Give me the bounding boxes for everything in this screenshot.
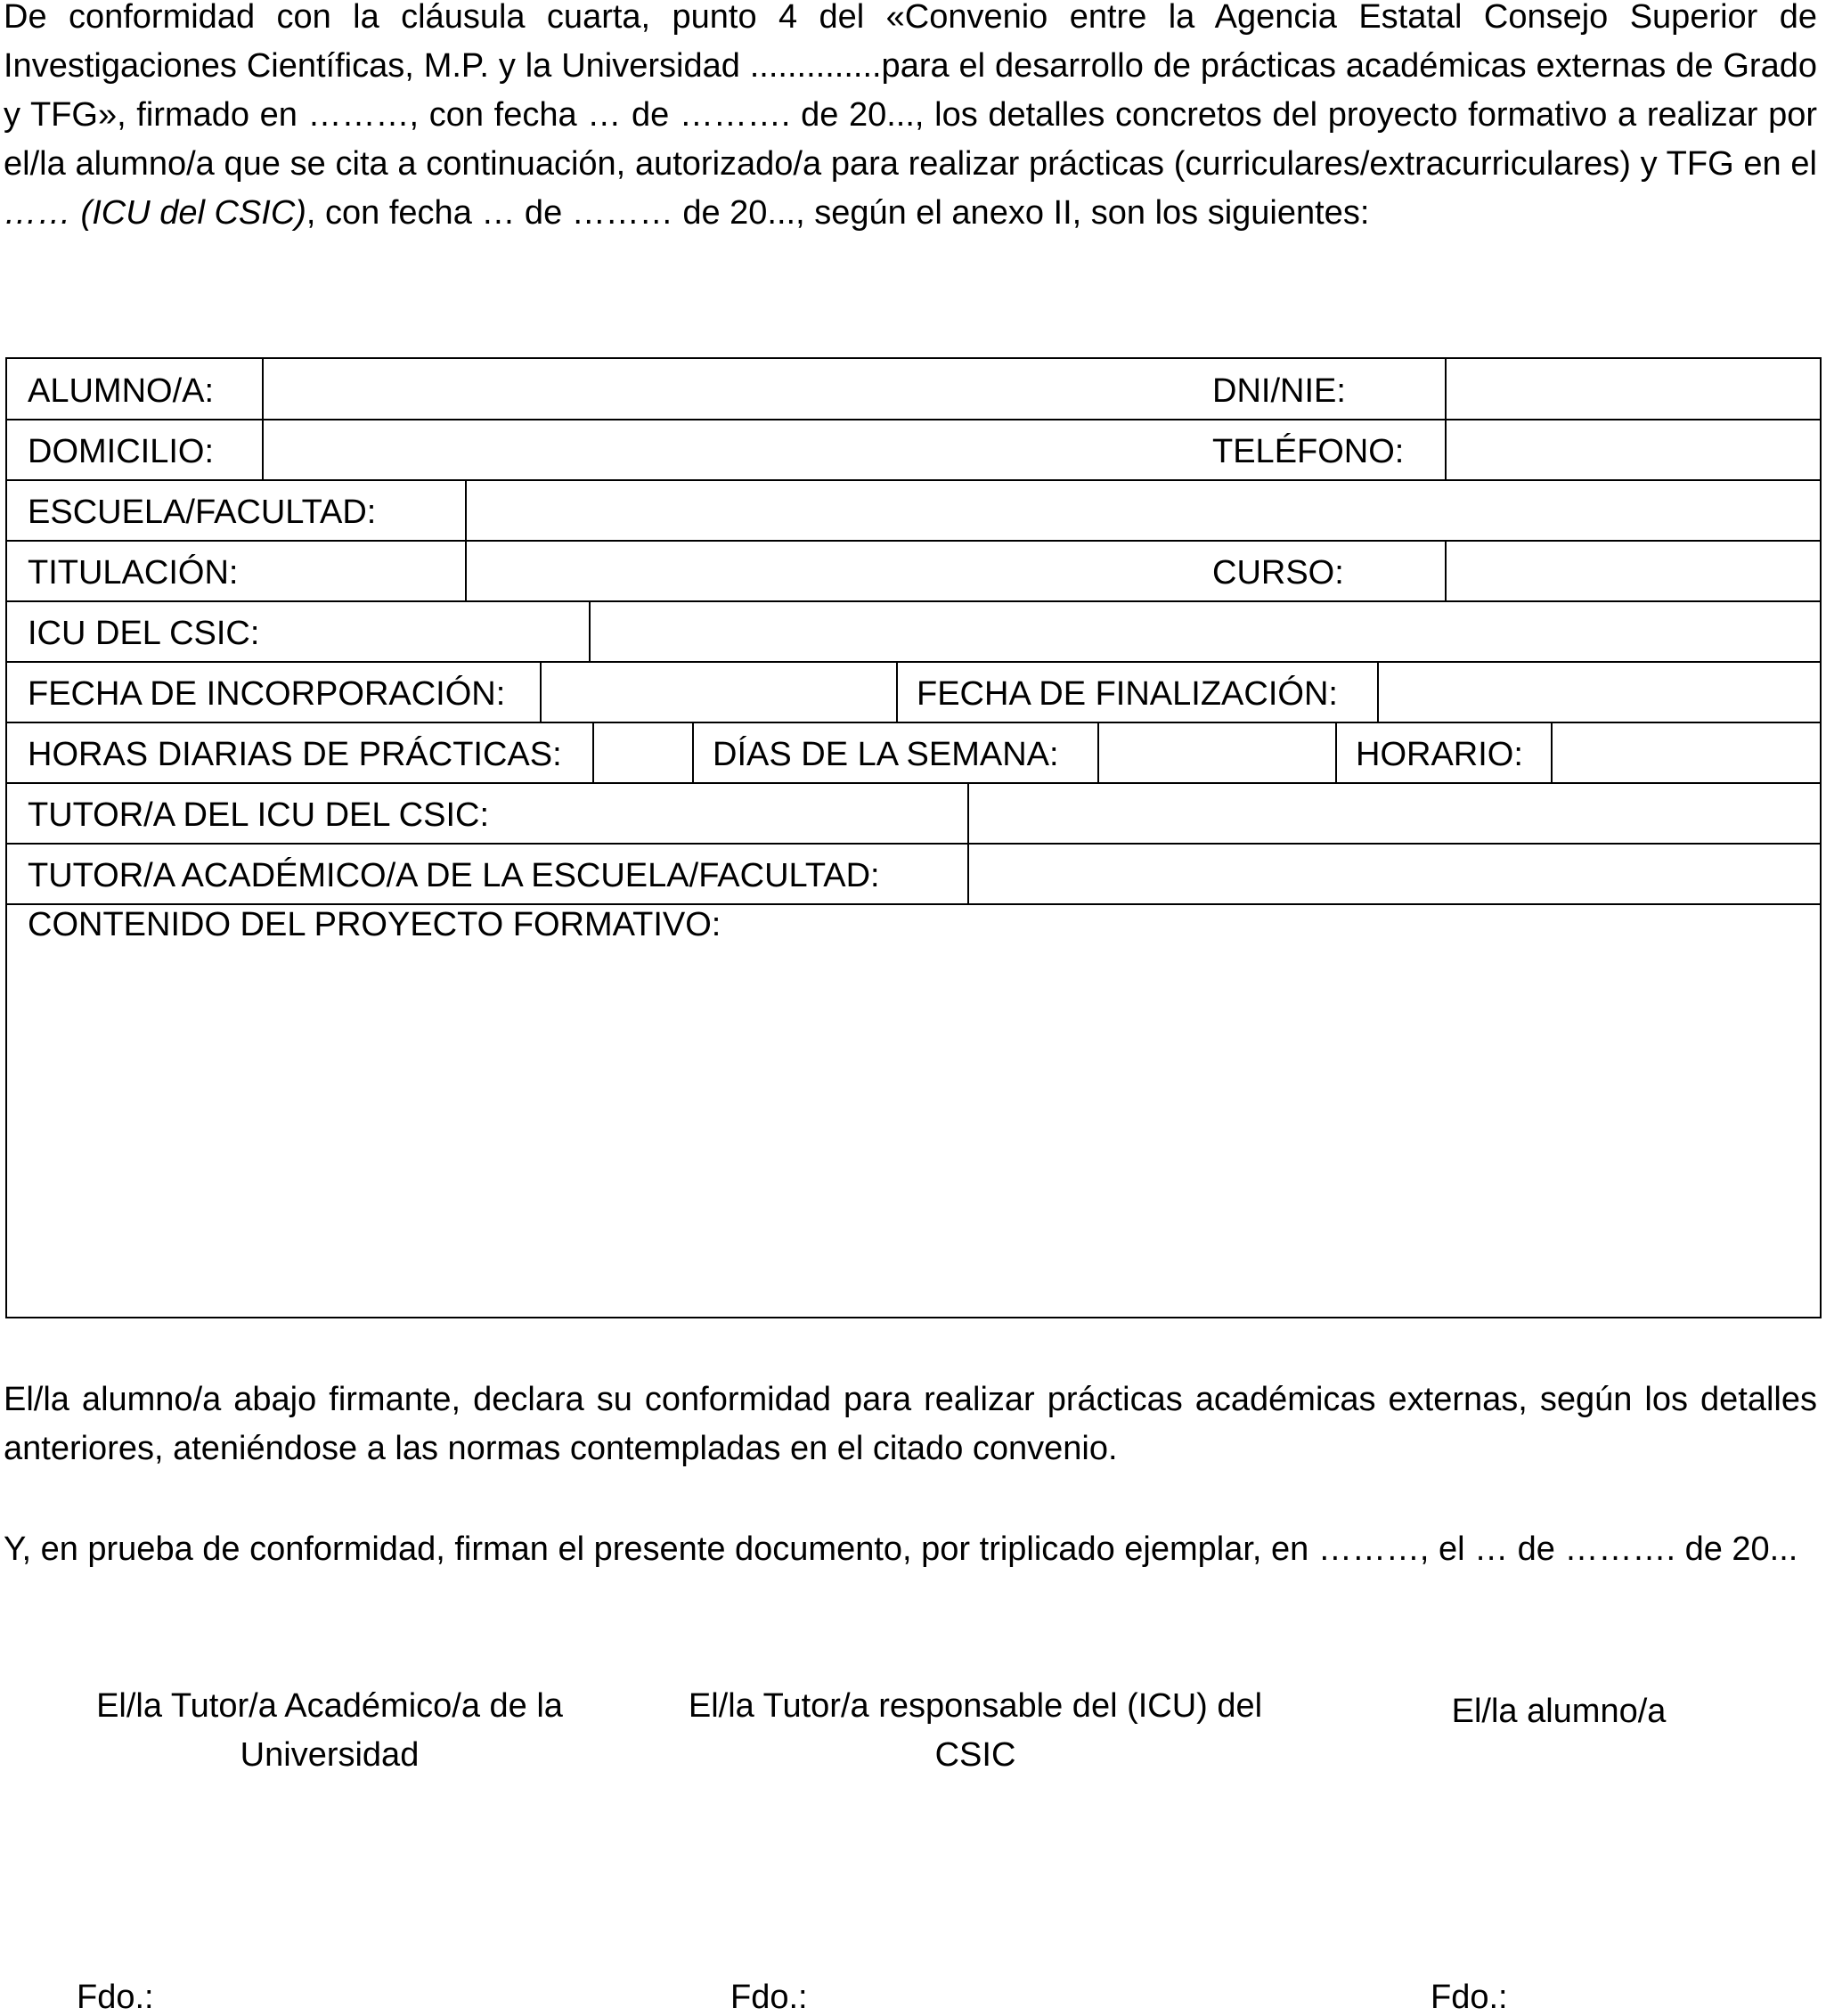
tutor-academico-label: TUTOR/A ACADÉMICO/A DE LA ESCUELA/FACULTAD:	[28, 857, 880, 894]
curso-label: CURSO:	[1212, 554, 1344, 592]
tutor-icu-field[interactable]	[967, 784, 1820, 843]
row-horas	[7, 723, 1820, 784]
tutor-icu-label: TUTOR/A DEL ICU DEL CSIC:	[28, 796, 490, 834]
domicilio-label: DOMICILIO:	[28, 433, 215, 470]
horas-field[interactable]	[592, 723, 692, 782]
fecha-finalizacion-field[interactable]	[1377, 663, 1820, 722]
titulacion-label: TITULACIÓN:	[28, 554, 239, 592]
escuela-label: ESCUELA/FACULTAD:	[28, 494, 377, 531]
dias-label: DÍAS DE LA SEMANA:	[713, 736, 1059, 773]
horario-cell	[1335, 723, 1551, 782]
signature-academic-tutor: El/la Tutor/a Académico/a de la Universidad	[96, 1687, 563, 1774]
icu-label: ICU DEL CSIC:	[28, 615, 260, 652]
row-titulacion	[7, 542, 1820, 602]
contenido-field[interactable]	[7, 947, 1820, 1317]
curso-field[interactable]	[1445, 542, 1820, 600]
escuela-field[interactable]	[465, 481, 1820, 540]
dias-field[interactable]	[1097, 723, 1335, 782]
fdo-academic-tutor: Fdo.:	[77, 1979, 154, 2016]
fdo-student: Fdo.:	[1431, 1979, 1508, 2016]
row-icu	[7, 602, 1820, 663]
intro-italic-text: …… (ICU del CSIC)	[4, 194, 306, 232]
intro-text: De conformidad con la cláusula cuarta, punto 4 del «Convenio entre la Agencia Estatal Consejo Superior de Investigaciones Científicas, M.P. y la Universidad ..............para el desarrollo de prácticas académicas externas de Grado y TFG», firmado en ………, con fecha … de ………. de 20..., los detalles concretos del proyecto formativo a realizar por el/la alumno/a que se cita a continuación, autorizado/a para realizar prácticas (curriculares/extracurriculares) y TFG en el	[4, 0, 1817, 183]
row-domicilio	[7, 420, 1820, 481]
tutor-academico-field[interactable]	[967, 845, 1820, 903]
fecha-incorporacion-label: FECHA DE INCORPORACIÓN:	[28, 675, 506, 713]
intro-text-end: , con fecha … de ……… de 20..., según el anexo II, son los siguientes:	[306, 194, 1370, 232]
row-escuela	[7, 481, 1820, 542]
row-alumno	[7, 359, 1820, 420]
proof-paragraph: Y, en prueba de conformidad, firman el presente documento, por triplicado ejemplar, en ………, el … de ………. de 20...	[4, 1530, 1798, 1568]
dni-label: DNI/NIE:	[1212, 372, 1346, 410]
dias-cell	[692, 723, 1097, 782]
telefono-field[interactable]	[1445, 420, 1820, 479]
fecha-finalizacion-label: FECHA DE FINALIZACIÓN:	[917, 675, 1338, 713]
icu-field[interactable]	[589, 602, 1820, 661]
row-fechas	[7, 663, 1820, 723]
telefono-label: TELÉFONO:	[1212, 433, 1405, 470]
domicilio-field[interactable]	[262, 420, 1194, 479]
row-tutor-academico	[7, 845, 1820, 905]
intro-paragraph	[4, 0, 1817, 238]
horas-label: HORAS DIARIAS DE PRÁCTICAS:	[28, 736, 562, 773]
signature-student: El/la alumno/a	[1451, 1693, 1667, 1730]
titulacion-field[interactable]	[465, 542, 1194, 600]
fecha-incorporacion-field[interactable]	[540, 663, 896, 722]
alumno-field[interactable]	[262, 359, 1194, 419]
row-tutor-icu	[7, 784, 1820, 845]
horario-field[interactable]	[1551, 723, 1820, 782]
fecha-finalizacion-cell	[896, 663, 1377, 722]
alumno-label: ALUMNO/A:	[28, 372, 215, 410]
declaration-paragraph: El/la alumno/a abajo firmante, declara su conformidad para realizar prácticas académicas externas, según los detalles anteriores, ateniéndose a las normas contempladas en el citado convenio.	[4, 1381, 1817, 1467]
signature-icu-tutor: El/la Tutor/a responsable del (ICU) del CSIC	[688, 1687, 1263, 1774]
horario-label: HORARIO:	[1356, 736, 1523, 773]
dni-field[interactable]	[1445, 359, 1820, 419]
project-form-table	[5, 357, 1822, 1318]
contenido-label: CONTENIDO DEL PROYECTO FORMATIVO:	[28, 906, 721, 943]
fdo-icu-tutor: Fdo.:	[730, 1979, 808, 2016]
